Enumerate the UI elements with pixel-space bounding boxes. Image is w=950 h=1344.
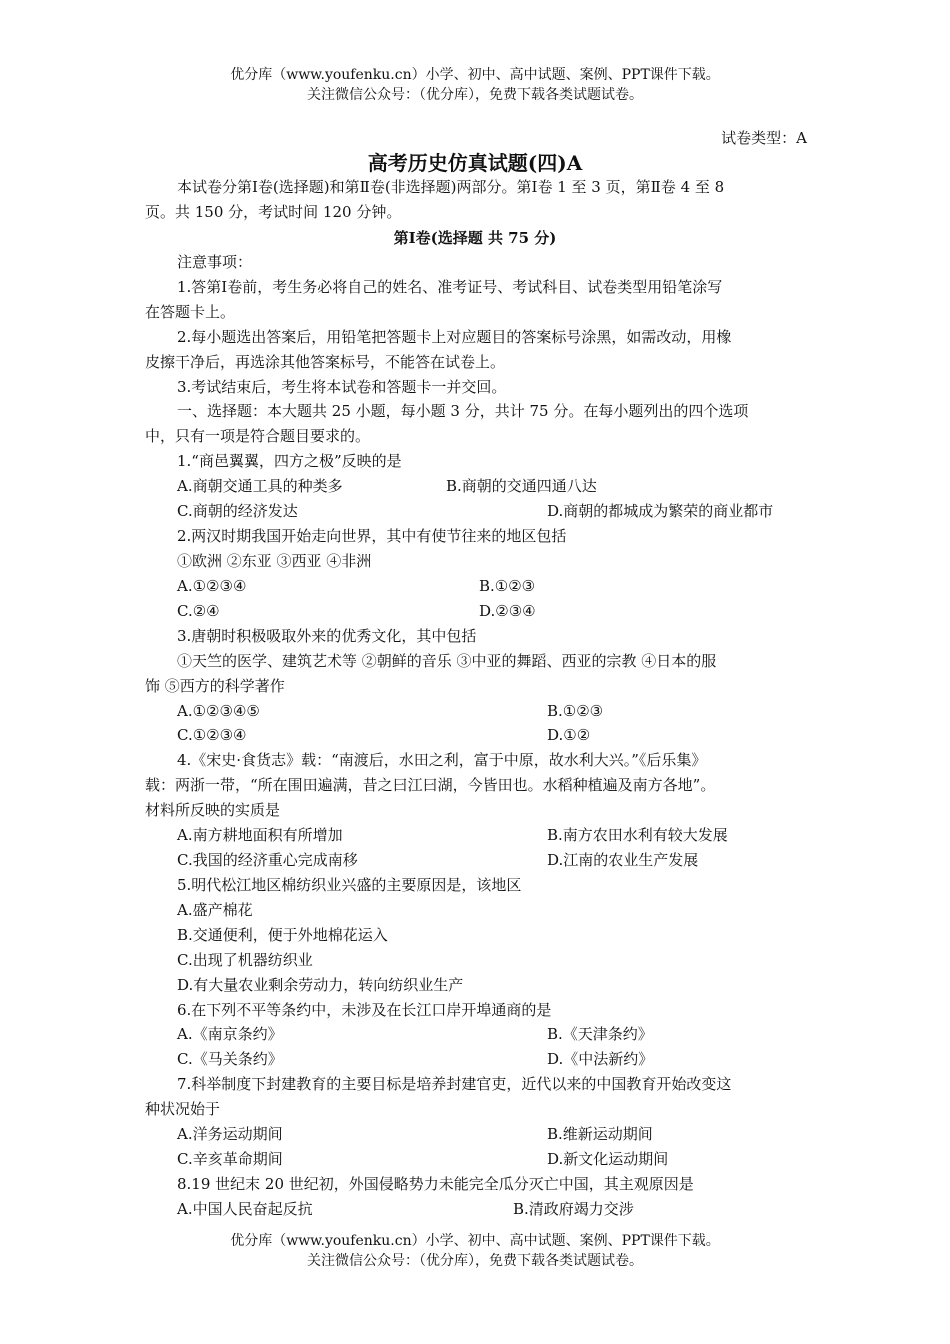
question-5-stem: 5.明代松江地区棉纺织业兴盛的主要原因是，该地区 bbox=[177, 876, 522, 894]
q3-option-d: D.①② bbox=[547, 726, 591, 744]
q5-option-b: B.交通便利，便于外地棉花运入 bbox=[177, 926, 388, 944]
part-intro-line-1: 一、选择题：本大题共 25 小题，每小题 3 分，共计 75 分。在每小题列出的四个选项 bbox=[177, 402, 749, 420]
section-title: 第Ⅰ卷(选择题 共 75 分) bbox=[393, 229, 557, 247]
question-7-stem-1: 7.科举制度下封建教育的主要目标是培养封建官吏，近代以来的中国教育开始改变这 bbox=[177, 1075, 732, 1093]
q2-option-a: A.①②③④ bbox=[177, 577, 247, 595]
notice-line: 2.每小题选出答案后，用铅笔把答题卡上对应题目的答案标号涂黑，如需改动，用橡 bbox=[177, 328, 732, 346]
notice-title: 注意事项： bbox=[177, 253, 253, 271]
question-1-stem: 1.“商邑翼翼，四方之极”反映的是 bbox=[177, 452, 402, 470]
q5-option-a: A.盛产棉花 bbox=[177, 901, 253, 919]
notice-line: 3.考试结束后，考生将本试卷和答题卡一并交回。 bbox=[177, 378, 507, 396]
q1-option-d: D.商朝的都城成为繁荣的商业都市 bbox=[547, 502, 774, 520]
q2-option-b: B.①②③ bbox=[479, 577, 536, 595]
q2-option-d: D.②③④ bbox=[479, 602, 536, 620]
q8-option-b: B.清政府竭力交涉 bbox=[513, 1200, 634, 1218]
intro-line-2: 页。共 150 分，考试时间 120 分钟。 bbox=[145, 203, 402, 221]
question-2-items: ①欧洲 ②东亚 ③西亚 ④非洲 bbox=[177, 552, 372, 570]
q6-option-b: B.《天津条约》 bbox=[547, 1025, 653, 1043]
q1-option-c: C.商朝的经济发达 bbox=[177, 502, 298, 520]
q5-option-c: C.出现了机器纺织业 bbox=[177, 951, 313, 969]
q7-option-c: C.辛亥革命期间 bbox=[177, 1150, 283, 1168]
q4-option-c: C.我国的经济重心完成南移 bbox=[177, 851, 358, 869]
q8-option-a: A.中国人民奋起反抗 bbox=[177, 1200, 313, 1218]
page-title: 高考历史仿真试题(四)A bbox=[367, 151, 583, 175]
intro-line-1: 本试卷分第Ⅰ卷(选择题)和第Ⅱ卷(非选择题)两部分。第Ⅰ卷 1 至 3 页，第Ⅱ卷 4 至 8 bbox=[177, 178, 725, 196]
q3-option-c: C.①②③④ bbox=[177, 726, 247, 744]
q7-option-a: A.洋务运动期间 bbox=[177, 1125, 283, 1143]
q2-option-c: C.②④ bbox=[177, 602, 220, 620]
question-3-items-1: ①天竺的医学、建筑艺术等 ②朝鲜的音乐 ③中亚的舞蹈、西亚的宗教 ④日本的服 bbox=[177, 652, 717, 670]
q6-option-c: C.《马关条约》 bbox=[177, 1050, 283, 1068]
q6-option-d: D.《中法新约》 bbox=[547, 1050, 654, 1068]
notice-line: 1.答第Ⅰ卷前，考生务必将自己的姓名、准考证号、考试科目、试卷类型用铅笔涂写 bbox=[177, 278, 723, 296]
question-4-stem-1: 4.《宋史·食货志》载：“南渡后，水田之利，富于中原，故水利大兴。”《后乐集》 bbox=[177, 751, 707, 769]
question-4-stem-2: 载：两浙一带，“所在围田遍满，昔之曰江曰湖，今皆田也。水稻种植遍及南方各地”。 bbox=[145, 776, 716, 794]
header-line-1: 优分库（www.youfenku.cn）小学、初中、高中试题、案例、PPT课件下载。 bbox=[230, 67, 720, 83]
footer-line-2: 关注微信公众号：（优分库），免费下载各类试题试卷。 bbox=[307, 1253, 643, 1269]
q7-option-b: B.维新运动期间 bbox=[547, 1125, 653, 1143]
part-intro-line-2: 中，只有一项是符合题目要求的。 bbox=[145, 427, 371, 445]
question-2-stem: 2.两汉时期我国开始走向世界，其中有使节往来的地区包括 bbox=[177, 527, 567, 545]
q4-option-d: D.江南的农业生产发展 bbox=[547, 851, 699, 869]
q1-option-b: B.商朝的交通四通八达 bbox=[446, 477, 597, 495]
q5-option-d: D.有大量农业剩余劳动力，转向纺织业生产 bbox=[177, 976, 464, 994]
q7-option-d: D.新文化运动期间 bbox=[547, 1150, 669, 1168]
question-3-items-2: 饰 ⑤西方的科学著作 bbox=[145, 677, 285, 695]
q3-option-a: A.①②③④⑤ bbox=[177, 702, 260, 720]
question-8-stem: 8.19 世纪末 20 世纪初，外国侵略势力未能完全瓜分灭亡中国，其主观原因是 bbox=[177, 1175, 694, 1193]
footer-line-1: 优分库（www.youfenku.cn）小学、初中、高中试题、案例、PPT课件下载。 bbox=[230, 1233, 720, 1249]
q1-option-a: A.商朝交通工具的种类多 bbox=[177, 477, 343, 495]
q4-option-b: B.南方农田水利有较大发展 bbox=[547, 826, 728, 844]
header-line-2: 关注微信公众号：（优分库），免费下载各类试题试卷。 bbox=[307, 87, 643, 103]
question-3-stem: 3.唐朝时积极吸取外来的优秀文化，其中包括 bbox=[177, 627, 477, 645]
question-4-stem-3: 材料所反映的实质是 bbox=[145, 801, 281, 819]
paper-type: 试卷类型：A bbox=[721, 129, 807, 147]
question-6-stem: 6.在下列不平等条约中，未涉及在长江口岸开埠通商的是 bbox=[177, 1001, 552, 1019]
q3-option-b: B.①②③ bbox=[547, 702, 604, 720]
question-7-stem-2: 种状况始于 bbox=[145, 1100, 221, 1118]
notice-line: 皮擦干净后，再选涂其他答案标号，不能答在试卷上。 bbox=[145, 353, 506, 371]
q6-option-a: A.《南京条约》 bbox=[177, 1025, 283, 1043]
notice-line: 在答题卡上。 bbox=[145, 303, 236, 321]
q4-option-a: A.南方耕地面积有所增加 bbox=[177, 826, 343, 844]
